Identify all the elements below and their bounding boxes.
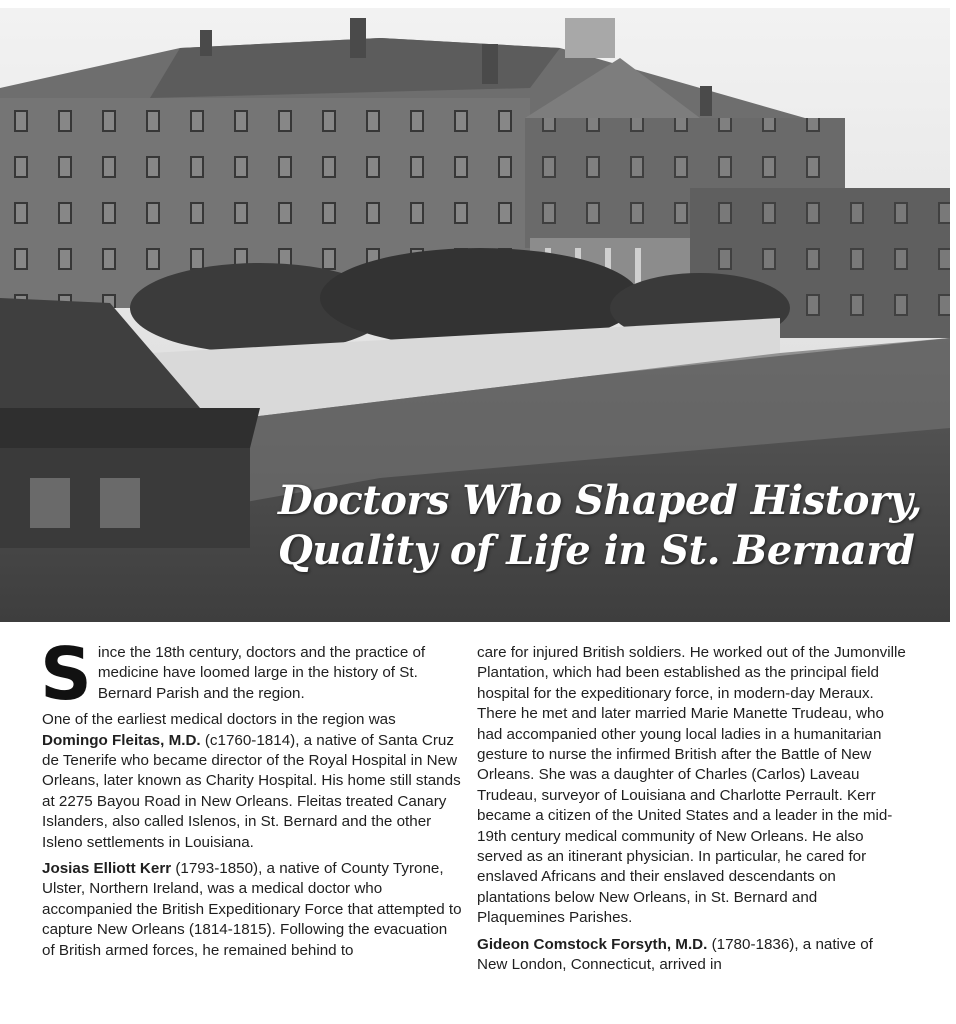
doctor-name-forsyth: Gideon Comstock Forsyth, M.D. (477, 935, 708, 953)
fleitas-intro: One of the earliest medical doctors in the region was (42, 711, 396, 729)
paragraph-forsyth (477, 935, 907, 976)
drop-cap: S (40, 632, 92, 716)
forsyth-text: (1780-1836), a native of New London, Connecticut, arrived in (477, 935, 873, 974)
paragraph-intro (40, 632, 462, 716)
title-line-2: Quality of Life in St. Bernard (278, 527, 915, 574)
article-column-left (40, 632, 462, 967)
intro-text: ince the 18th century, doctors and the practice of medicine have loomed large in the history of St. Bernard Parish and the region. (97, 644, 426, 702)
paragraph-fleitas (42, 710, 462, 853)
doctor-name-fleitas: Domingo Fleitas, M.D. (42, 731, 201, 749)
doctor-name-kerr: Josias Elliott Kerr (42, 860, 172, 878)
hero-photo (0, 8, 950, 622)
article-column-right (477, 643, 907, 982)
kerr-text: (1793-1850), a native of County Tyrone, Ulster, Northern Ireland, was a medical doctor who accompanied the British Expeditionary Force that attempted to capture New Orleans (1814-1815). Following the evacuation of British armed forces, he remained behind to (42, 860, 462, 959)
article-title (278, 476, 922, 576)
title-line-1: Doctors Who Shaped History, (278, 477, 922, 524)
paragraph-kerr (42, 859, 462, 961)
fleitas-text: (c1760-1814), a native of Santa Cruz de Tenerife who became director of the Royal Hospital in New Orleans, later known as Charity Hospital. His home still stands at 2275 Bayou Road in New Orleans. Fleitas treated Canary Islanders, also called Islenos, in St. Bernard and the other Isleno settlements in Louisiana. (42, 731, 461, 851)
paragraph-kerr-continued: care for injured British soldiers. He worked out of the Jumonville Plantation, which had been established as the principal field hospital for the expeditionary force, in modern-day Meraux. There he met and later married Marie Manette Trudeau, who had accompanied other young local ladies in a humanitarian gesture to nurse the infirmed British after the Battle of New Orleans. She was a daughter of Charles (Carlos) Laveau Trudeau, surveyor of Louisiana and Charlotte Perrault. Kerr became a citizen of the United States and a leader in the mid-19th century medical community of New Orleans. He also served as an itinerant physician. In particular, he cared for enslaved Africans and their enslaved descendants on plantations below New Orleans, in St. Bernard and Plaquemines Parishes. (477, 644, 906, 927)
